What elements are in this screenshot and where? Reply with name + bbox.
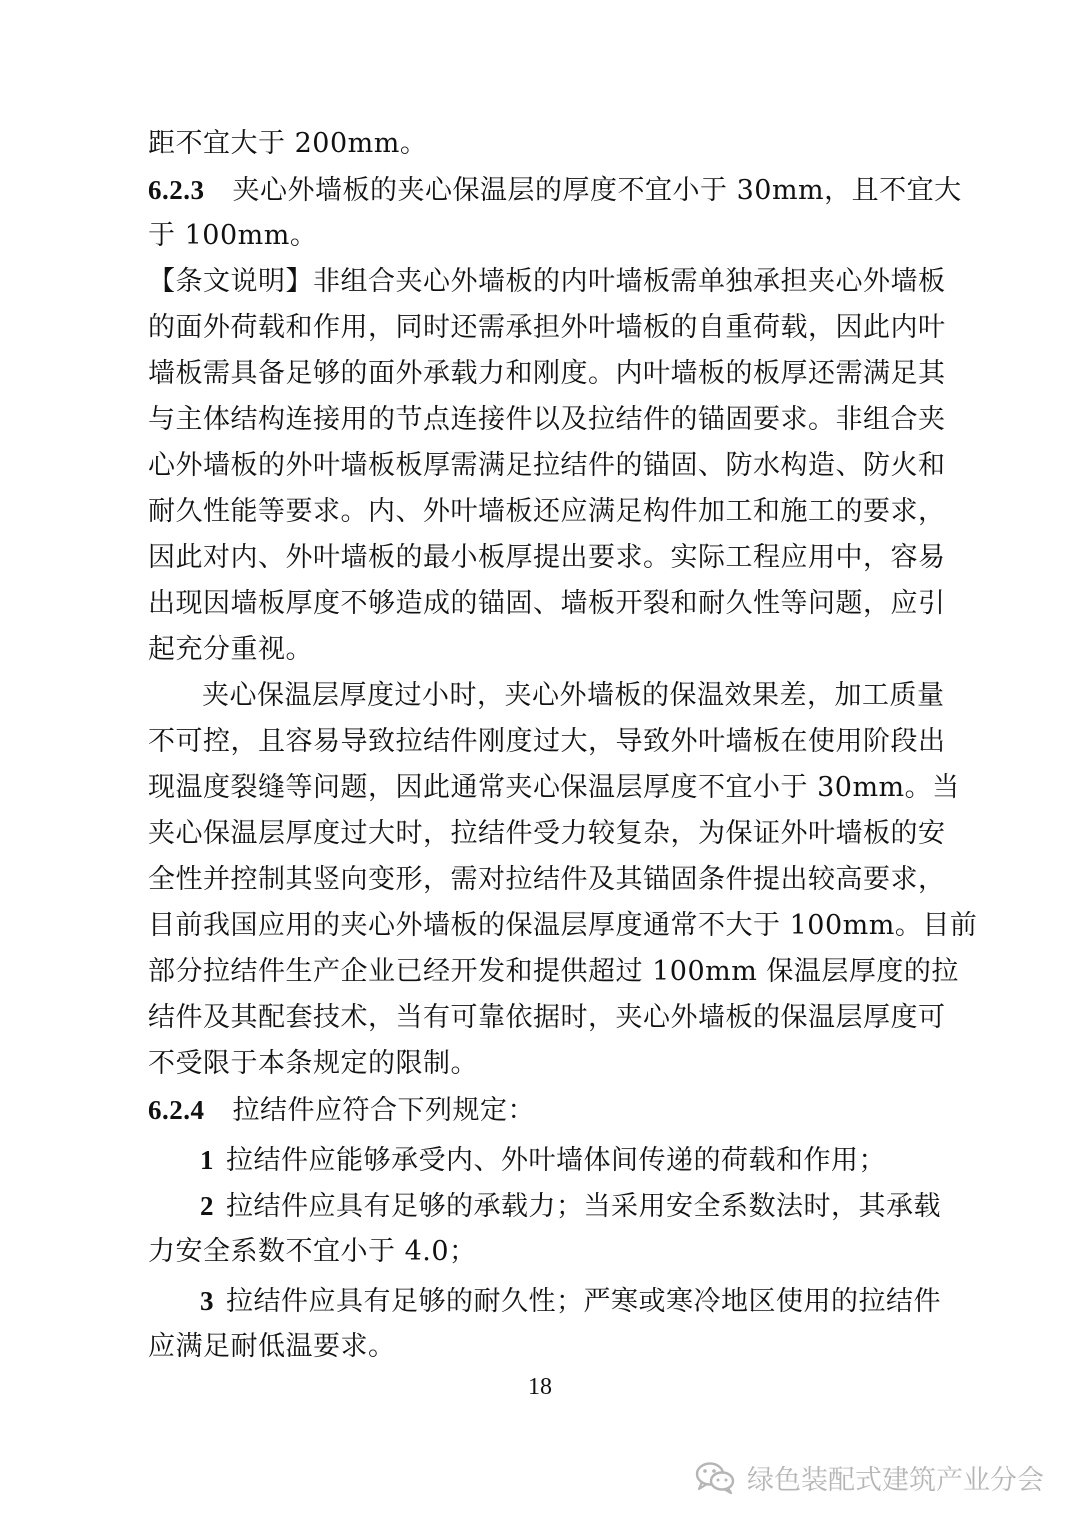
text-line: 应满足耐低温要求。 [148, 1331, 396, 1362]
watermark [695, 1458, 1044, 1497]
item-number: 3 [200, 1286, 214, 1316]
text-line: 现温度裂缝等问题，因此通常夹心保温层厚度不宜小于 30mm。当 [148, 772, 960, 803]
text-line: 耐久性能等要求。内、外叶墙板还应满足构件加工和施工的要求， [148, 496, 946, 527]
page-number: 18 [528, 1374, 552, 1400]
text-line: 结件及其配套技术，当有可靠依据时，夹心外墙板的保温层厚度可 [148, 1002, 946, 1033]
text-line: 不可控，且容易导致拉结件刚度过大，导致外叶墙板在使用阶段出 [148, 726, 946, 757]
text-line: 距不宜大于 200mm。 [148, 128, 428, 159]
clause-6-2-3: 6.2.3 夹心外墙板的夹心保温层的厚度不宜小于 30mm，且不宜大 [148, 167, 938, 214]
explanation-line: 【条文说明】非组合夹心外墙板的内叶墙板需单独承担夹心外墙板 [148, 266, 946, 297]
text-line: 部分拉结件生产企业已经开发和提供超过 100mm 保温层厚度的拉 [148, 956, 959, 987]
text-line: 出现因墙板厚度不够造成的锚固、墙板开裂和耐久性等问题，应引 [148, 588, 946, 619]
text-line: 与主体结构连接用的节点连接件以及拉结件的锚固要求。非组合夹 [148, 404, 946, 435]
item-number: 1 [200, 1145, 214, 1175]
text-line: 的面外荷载和作用，同时还需承担外叶墙板的自重荷载，因此内叶 [148, 312, 946, 343]
text-line: 全性并控制其竖向变形，需对拉结件及其锚固条件提出较高要求， [148, 864, 946, 895]
text-line: 于 100mm。 [148, 220, 318, 251]
text-line: 夹心保温层厚度过小时，夹心外墙板的保温效果差，加工质量 [202, 680, 945, 711]
list-item: 3 拉结件应具有足够的耐久性；严寒或寒冷地区使用的拉结件 [200, 1286, 941, 1317]
clause-number: 6.2.4 [148, 1095, 205, 1125]
list-item: 1 拉结件应能够承受内、外叶墙体间传递的荷载和作用； [200, 1145, 886, 1176]
text-line: 夹心保温层厚度过大时，拉结件受力较复杂，为保证外叶墙板的安 [148, 818, 946, 849]
text-line: 不受限于本条规定的限制。 [148, 1048, 478, 1079]
text-line: 墙板需具备足够的面外承载力和刚度。内叶墙板的板厚还需满足其 [148, 358, 946, 389]
text-line: 力安全系数不宜小于 4.0； [148, 1236, 477, 1267]
text-line: 因此对内、外叶墙板的最小板厚提出要求。实际工程应用中，容易 [148, 542, 946, 573]
clause-number: 6.2.3 [148, 175, 205, 205]
item-number: 2 [200, 1191, 214, 1221]
text-line: 目前我国应用的夹心外墙板的保温层厚度通常不大于 100mm。目前 [148, 910, 978, 941]
clause-6-2-4: 6.2.4 拉结件应符合下列规定： [148, 1087, 938, 1134]
list-item: 2 拉结件应具有足够的承载力；当采用安全系数法时，其承载 [200, 1191, 941, 1222]
text-line: 起充分重视。 [148, 634, 313, 665]
wechat-icon [695, 1461, 735, 1495]
watermark-text: 绿色装配式建筑产业分会 [747, 1465, 1044, 1496]
text-line: 心外墙板的外叶墙板板厚需满足拉结件的锚固、防水构造、防火和 [148, 450, 946, 481]
